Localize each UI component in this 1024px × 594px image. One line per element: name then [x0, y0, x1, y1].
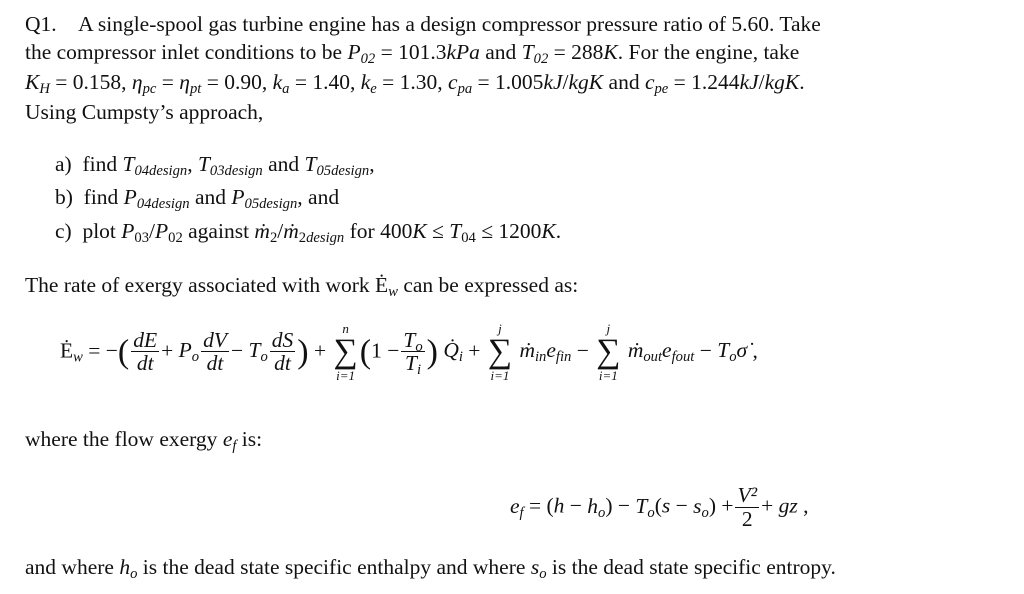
flow-exergy-equation: $e_f = (h - h_o) - T_o(s - s_o)$ + $\frac{\text{V²}}{2}$ + gz , — [510, 483, 809, 531]
part-a: a) find $T_{04design}$, $T_{03design}$ and $T_{05design}$, — [55, 152, 375, 180]
parameters-line: $K_H = 0.158$, $\eta_{pc} = \eta_{pt} = 0.90$, $k_a = 1.40$, $k_e = 1.30$, $c_{pa} = 1.005kJ/kgK$ and $c_{pe} = 1.244kJ/kgK$. — [25, 70, 805, 98]
question-line-1 — [25, 14, 821, 36]
approach-line: Using Cumpsty’s approach, — [25, 100, 264, 124]
sum-outflow: j ∑ i=1 — [596, 321, 621, 383]
t02-symbol: $T_{02}$ — [521, 40, 549, 68]
dS-dt-fraction: $\frac{dS}{dt}$ — [271, 327, 294, 376]
flow-exergy-intro: where the flow exergy $e_f$ is: — [25, 427, 263, 455]
question-line-2 — [25, 40, 800, 68]
part-b: b) find $P_{04design}$ and $P_{05design}$, and — [55, 185, 340, 213]
p02-symbol: $P_{02}$ — [347, 40, 376, 68]
t02-unit: K — [603, 40, 618, 64]
p02-value: = 101.3 — [375, 40, 447, 64]
p02-unit: kPa — [446, 40, 480, 64]
question-label: Q1. — [25, 12, 57, 36]
closing-line: and where $h_o$ is the dead state specific enthalpy and where $s_o$ is the dead state specific entropy. — [25, 555, 836, 583]
dV-dt-fraction: $\frac{dV}{dt}$ — [203, 327, 227, 376]
t02-value: = 288 — [548, 40, 604, 64]
part-c: c) plot $P_{03}/P_{02}$ against ṁ$_2$/ṁ$_{2design}$ for $400K \le T_{04} \le 1200K$. — [55, 219, 562, 247]
dE-dt-fraction: $\frac{dE}{dt}$ — [133, 327, 158, 376]
question-intro-line-1: A single-spool gas turbine engine has a design compressor pressure ratio of 5.60. Take — [78, 12, 821, 36]
sum-inflow: j ∑ i=1 — [487, 321, 513, 383]
kinetic-energy-fraction: $\frac{\text{V²}}{2}$ — [737, 483, 758, 531]
sum-heat: n ∑ i=1 — [333, 321, 358, 383]
exergy-intro: The rate of exergy associated with work $Ė_w$ can be expressed as: — [25, 273, 579, 301]
intro-text: the compressor inlet conditions to be — [25, 40, 348, 64]
intro-end-text: . For the engine, take — [617, 40, 800, 64]
and-text: and — [479, 40, 522, 64]
exergy-equation: $Ė_w$ = −( $\frac{dE}{dt}$ + $P_o$ $\frac{dV}{dt}$ − $T_o$ $\frac{dS}{dt}$ ) + n ∑ i=1 (1 − $\frac{T_o}{T_i}$ ) $Q̇_i$ + j ∑ i=1 $ṁ_{in}e_{fin}$ − j ∑ i=1 $ṁ_{out}e_{fout}$ − $T_o\sigmȧ$ , — [60, 321, 758, 383]
